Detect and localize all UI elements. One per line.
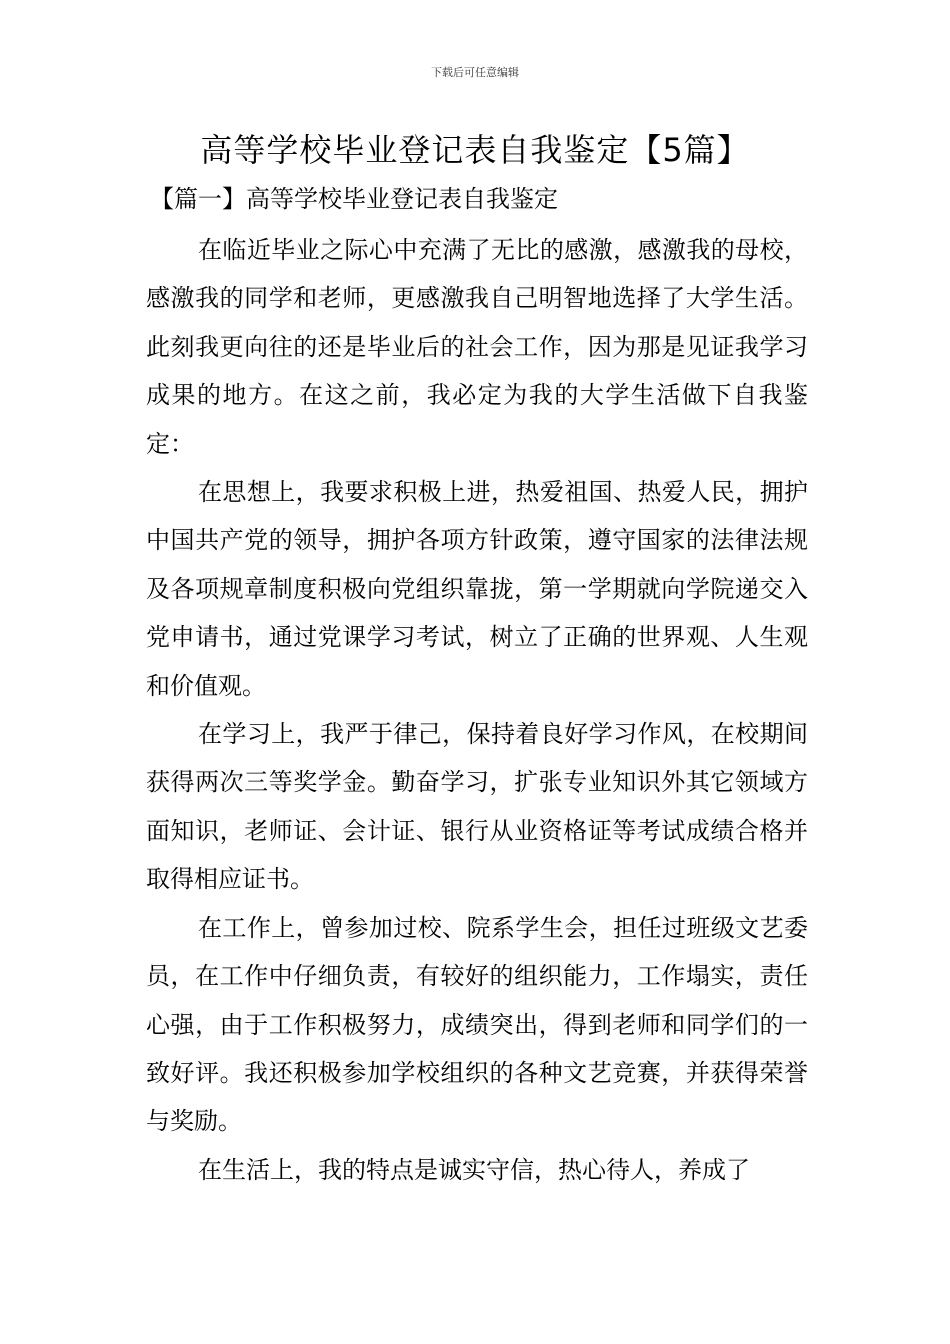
document-title: 高等学校毕业登记表自我鉴定【5篇】 <box>200 131 750 169</box>
section-heading: 【篇一】高等学校毕业登记表自我鉴定 <box>150 185 558 213</box>
header-note: 下载后可任意编辑 <box>431 66 519 79</box>
paragraph-thought: 在思想上，我要求积极上进，热爱祖国、热爱人民，拥护中国共产党的领导，拥护各项方针政策，遵守国家的法律法规及各项规章制度积极向党组织靠拢，第一学期就向学院递交入党申请书，通过党课学习考试，树立了正确的世界观、人生观和价值观。 <box>146 478 808 700</box>
paragraph-work: 在工作上，曾参加过校、院系学生会，担任过班级文艺委员，在工作中仔细负责，有较好的组织能力，工作塌实，责任心强，由于工作积极努力，成绩突出，得到老师和同学们的一致好评。我还积极参加学校组织的各种文艺竞赛，并获得荣誉与奖励。 <box>146 913 808 1136</box>
paragraph-life: 在生活上，我的特点是诚实守信，热心待人，养成了 <box>198 1155 750 1184</box>
body-text <box>146 226 808 1194</box>
paragraph-intro: 在临近毕业之际心中充满了无比的感激，感激我的母校，感激我的同学和老师，更感激我自己明智地选择了大学生活。此刻我更向往的还是毕业后的社会工作，因为那是见证我学习成果的地方。在这之前，我必定为我的大学生活做下自我鉴定： <box>146 236 808 458</box>
paragraph-study: 在学习上，我严于律己，保持着良好学习作风，在校期间获得两次三等奖学金。勤奋学习，扩张专业知识外其它领域方面知识，老师证、会计证、银行从业资格证等考试成绩合格并取得相应证书。 <box>146 720 808 894</box>
